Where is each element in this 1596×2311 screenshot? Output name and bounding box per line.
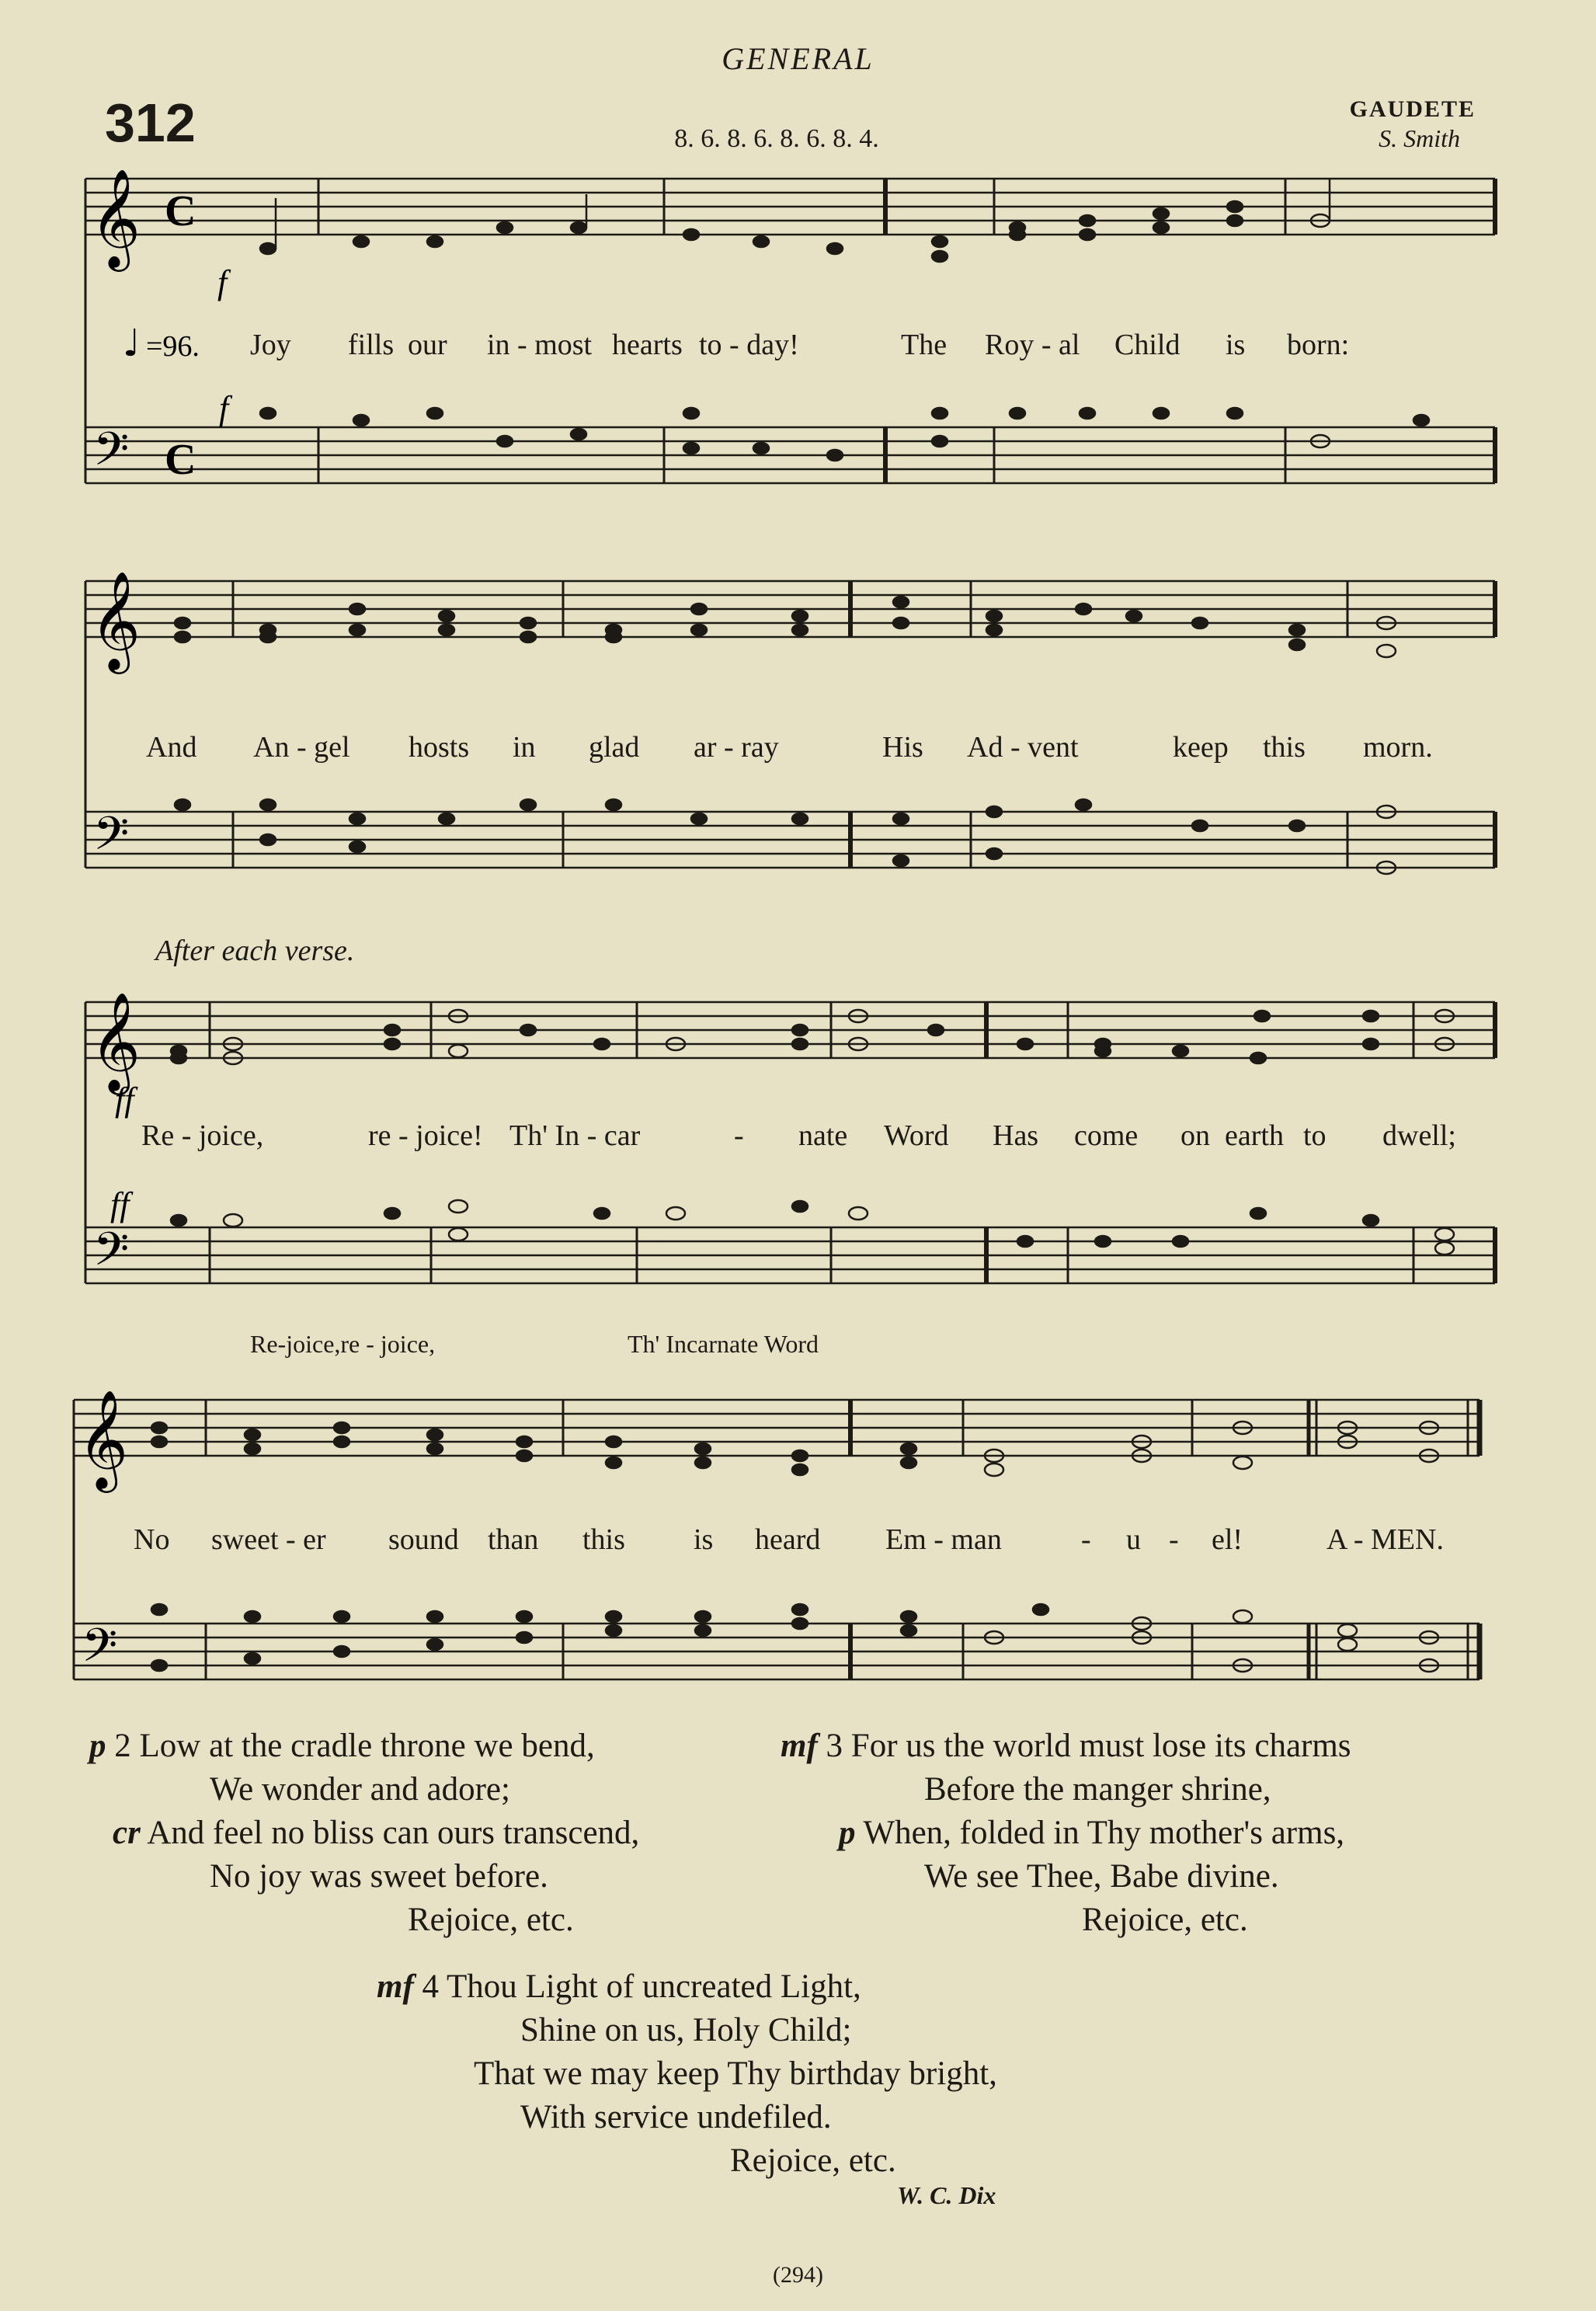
verse-line: Shine on us, Holy Child; xyxy=(520,2012,852,2048)
lyric-syllable: re - joice! xyxy=(368,1119,483,1152)
lyric-syllable: Roy - al xyxy=(985,329,1080,361)
lyric-syllable: keep xyxy=(1173,731,1229,764)
lyric-syllable: in xyxy=(513,731,536,764)
lyric-syllable: glad xyxy=(589,731,640,764)
lyrics-line-4 xyxy=(0,1523,1596,1561)
treble-notes xyxy=(171,1010,1454,1064)
verse-text: Low at the cradle throne we bend, xyxy=(139,1728,595,1764)
verse-2 xyxy=(89,1725,639,1942)
lyric-syllable: A - MEN. xyxy=(1327,1523,1444,1556)
lyric-syllable: than xyxy=(488,1523,539,1556)
dynamic-mark: p xyxy=(839,1815,856,1851)
dynamic-mark: mf xyxy=(377,1968,414,2005)
lyric-syllable: His xyxy=(882,731,923,764)
verse-number: 3 xyxy=(826,1728,843,1764)
bass-staff xyxy=(74,1624,1480,1679)
verse-line: With service undefiled. xyxy=(520,2099,832,2135)
lyric-syllable: - xyxy=(734,1119,744,1152)
bass-clef-icon: 𝄢 xyxy=(93,422,130,487)
common-time-icon: C xyxy=(165,187,196,235)
tune-name: GAUDETE xyxy=(1349,96,1476,122)
lyric-syllable: sweet - er xyxy=(211,1523,326,1556)
dynamic-mark: p xyxy=(89,1728,106,1764)
treble-clef-icon: 𝄞 xyxy=(90,991,141,1091)
treble-clef-icon: 𝄞 xyxy=(90,570,141,670)
lyric-syllable: heard xyxy=(755,1523,821,1556)
dynamic-mark: cr xyxy=(113,1815,141,1851)
verse-line: Rejoice, etc. xyxy=(408,1902,574,1938)
verse-text: And feel no bliss can ours transcend, xyxy=(147,1815,640,1851)
bass-staff xyxy=(85,812,1495,868)
lyric-syllable: this xyxy=(582,1523,625,1556)
verse-number: 4 xyxy=(422,1968,440,2005)
verse-4 xyxy=(377,1965,997,2183)
dynamic-mark: f xyxy=(219,389,229,427)
barlines xyxy=(85,581,1495,868)
tempo-marking: =96. xyxy=(146,330,200,363)
lyric-syllable: dwell; xyxy=(1382,1119,1456,1152)
hymn-number: 312 xyxy=(105,92,196,153)
lyrics-line-3 xyxy=(0,1119,1596,1157)
verse-line: No joy was sweet before. xyxy=(210,1858,548,1895)
author-attribution: W. C. Dix xyxy=(897,2181,996,2209)
dynamic-mark: ff xyxy=(110,1185,130,1223)
treble-staff xyxy=(74,1400,1480,1456)
lyrics-line-2 xyxy=(0,730,1596,769)
lyric-syllable: ar - ray xyxy=(694,731,779,764)
lyric-syllable: earth xyxy=(1225,1119,1284,1152)
verse-number: 2 xyxy=(114,1728,131,1764)
treble-clef-icon: 𝄞 xyxy=(90,168,141,267)
bass-staff xyxy=(85,427,1495,483)
lyric-syllable: morn. xyxy=(1363,731,1433,764)
treble-staff xyxy=(85,581,1495,637)
lyric-syllable: come xyxy=(1074,1119,1139,1152)
lyrics-line-1 xyxy=(0,328,1596,367)
verse-line: Before the manger shrine, xyxy=(924,1771,1271,1808)
verse-3 xyxy=(781,1725,1351,1942)
treble-notes xyxy=(151,1422,1438,1476)
treble-staff xyxy=(85,179,1495,235)
lyric-syllable: Em - man xyxy=(885,1523,1002,1556)
quarter-note-icon: ♩ xyxy=(123,322,141,365)
lyric-syllable: Has xyxy=(993,1119,1039,1152)
verse-line xyxy=(781,1725,1351,1768)
lyric-syllable: Child xyxy=(1114,329,1180,361)
lyric-syllable: - xyxy=(1081,1523,1091,1556)
bass-cue-text: Re-joice,re - joice, xyxy=(250,1330,436,1358)
meter-signature: 8. 6. 8. 6. 8. 6. 8. 4. xyxy=(674,124,879,153)
verse-line xyxy=(377,1965,997,2009)
bass-staff xyxy=(85,1227,1495,1283)
bass-notes xyxy=(175,799,1396,874)
lyric-syllable: Re - joice, xyxy=(141,1119,264,1152)
verse-text: For us the world must lose its charms xyxy=(850,1728,1351,1764)
lyric-syllable: The xyxy=(901,329,948,361)
bass-notes xyxy=(260,408,1429,461)
dynamic-mark: mf xyxy=(781,1728,818,1764)
verse-line xyxy=(89,1725,639,1768)
section-heading: GENERAL xyxy=(722,41,874,76)
verse-text: Thou Light of uncreated Light, xyxy=(447,1968,861,2005)
treble-staff xyxy=(85,1002,1495,1058)
lyric-syllable: this xyxy=(1263,731,1306,764)
lyric-syllable: sound xyxy=(388,1523,459,1556)
lyric-syllable: on xyxy=(1180,1119,1210,1152)
lyric-syllable: hosts xyxy=(409,731,470,764)
common-time-icon: C xyxy=(165,436,196,484)
lyric-syllable: is xyxy=(1226,329,1246,361)
lyric-syllable: Ad - vent xyxy=(967,731,1079,764)
lyric-syllable: And xyxy=(146,731,197,764)
verse-text: When, folded in Thy mother's arms, xyxy=(863,1815,1345,1851)
treble-clef-icon: 𝄞 xyxy=(78,1389,129,1488)
lyric-syllable: nate xyxy=(798,1119,848,1152)
lyric-syllable: to - day! xyxy=(699,329,799,361)
lyric-syllable: - xyxy=(1169,1523,1179,1556)
lyric-syllable: An - gel xyxy=(253,731,350,764)
bass-clef-icon: 𝄢 xyxy=(93,1222,130,1287)
lyric-syllable: hearts xyxy=(612,329,683,361)
lyric-syllable: to xyxy=(1303,1119,1327,1152)
lyric-syllable: Joy xyxy=(250,329,291,361)
verse-line: We see Thee, Babe divine. xyxy=(924,1858,1279,1895)
lyric-syllable: our xyxy=(408,329,447,361)
dynamic-mark: f xyxy=(217,263,228,301)
verse-line xyxy=(89,1812,639,1855)
composer-credit: S. Smith xyxy=(1379,124,1460,152)
verse-line: Rejoice, etc. xyxy=(730,2142,896,2179)
lyric-syllable: No xyxy=(134,1523,170,1556)
lyric-syllable: u xyxy=(1126,1523,1141,1556)
treble-notes xyxy=(175,597,1396,657)
lyric-syllable: el! xyxy=(1212,1523,1243,1556)
dynamic-mark: ff xyxy=(115,1081,134,1119)
verse-line: Rejoice, etc. xyxy=(1082,1902,1248,1938)
lyric-syllable: is xyxy=(694,1523,714,1556)
refrain-direction: After each verse. xyxy=(155,934,355,967)
verse-line xyxy=(781,1812,1351,1855)
verse-line: We wonder and adore; xyxy=(210,1771,510,1808)
lyric-syllable: Th' In - car xyxy=(509,1119,641,1152)
lyric-syllable: in - most xyxy=(487,329,593,361)
bass-cue-text: Th' Incarnate Word xyxy=(628,1330,819,1358)
page-number: (294) xyxy=(773,2262,823,2288)
lyric-syllable: born: xyxy=(1287,329,1350,361)
bass-clef-icon: 𝄢 xyxy=(82,1618,118,1683)
lyric-syllable: fills xyxy=(348,329,395,361)
bass-clef-icon: 𝄢 xyxy=(93,806,130,872)
lyric-syllable: Word xyxy=(884,1119,949,1152)
music-system-2 xyxy=(0,544,1596,909)
verse-line: That we may keep Thy birthday bright, xyxy=(474,2055,997,2092)
